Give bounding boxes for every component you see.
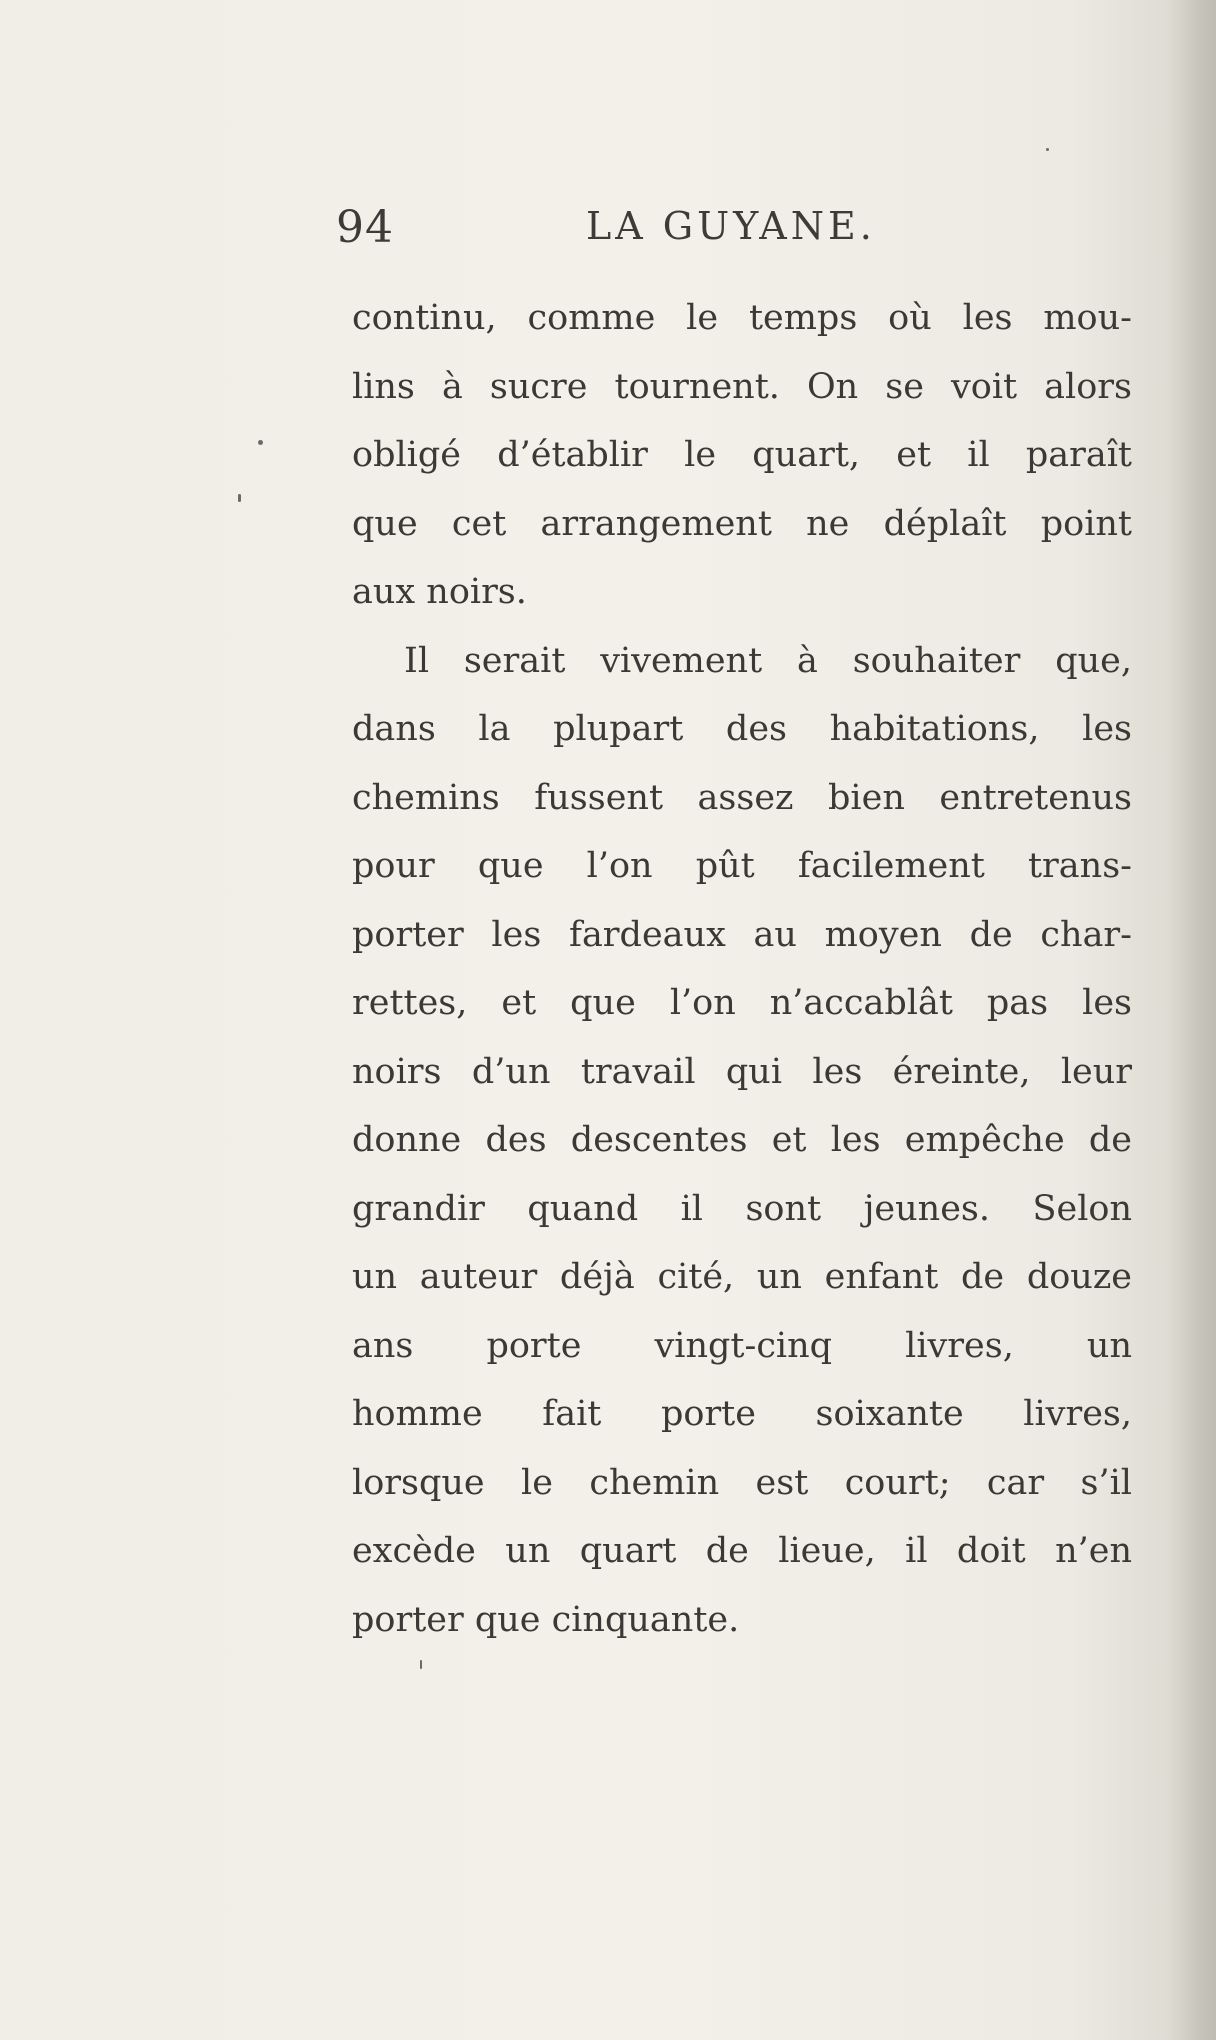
text-line: obligé d’établir le quart, et il paraît [352,435,1132,475]
page-header [336,200,896,264]
text-line: Il serait vivement à souhaiter que, [404,640,1132,681]
text-line: porter que cinquante. [352,1599,740,1640]
text-line: noirs d’un travail qui les éreinte, leur [352,1051,1132,1092]
text-line: dans la plupart des habitations, les [352,709,1132,749]
text-line: chemins fussent assez bien entretenus [352,777,1132,818]
text-line: excède un quart de lieue, il doit n’en [352,1531,1132,1571]
text-line: homme fait porte soixante livres, [352,1394,1132,1434]
text-line: donne des descentes et les empêche de [352,1120,1132,1160]
text-line: ans porte vingt-cinq livres, un [352,1325,1132,1366]
paragraph-2 [352,627,1132,1655]
text-line: continu, comme le temps où les mou- [352,298,1132,338]
text-line: porter les fardeaux au moyen de char- [352,914,1132,955]
ink-speck [258,440,263,445]
ink-speck [238,494,241,502]
text-line: rettes, et que l’on n’accablât pas les [352,983,1132,1023]
ink-speck [1046,148,1049,151]
text-line: lins à sucre tournent. On se voit alors [352,366,1132,407]
text-line: aux noirs. [352,572,527,612]
text-line: lorsque le chemin est court; car s’il [352,1462,1132,1503]
page-number: 94 [336,202,394,253]
paragraph-1 [352,284,1132,627]
text-line: grandir quand il sont jeunes. Selon [352,1188,1132,1229]
gutter-shadow [1168,0,1216,2040]
text-line: pour que l’on pût facilement trans- [352,846,1132,886]
ink-speck [420,1660,422,1669]
running-title: LA GUYANE. [586,204,876,248]
body-text [352,284,1132,1654]
text-line: un auteur déjà cité, un enfant de douze [352,1257,1132,1297]
text-line: que cet arrangement ne déplaît point [352,503,1132,544]
